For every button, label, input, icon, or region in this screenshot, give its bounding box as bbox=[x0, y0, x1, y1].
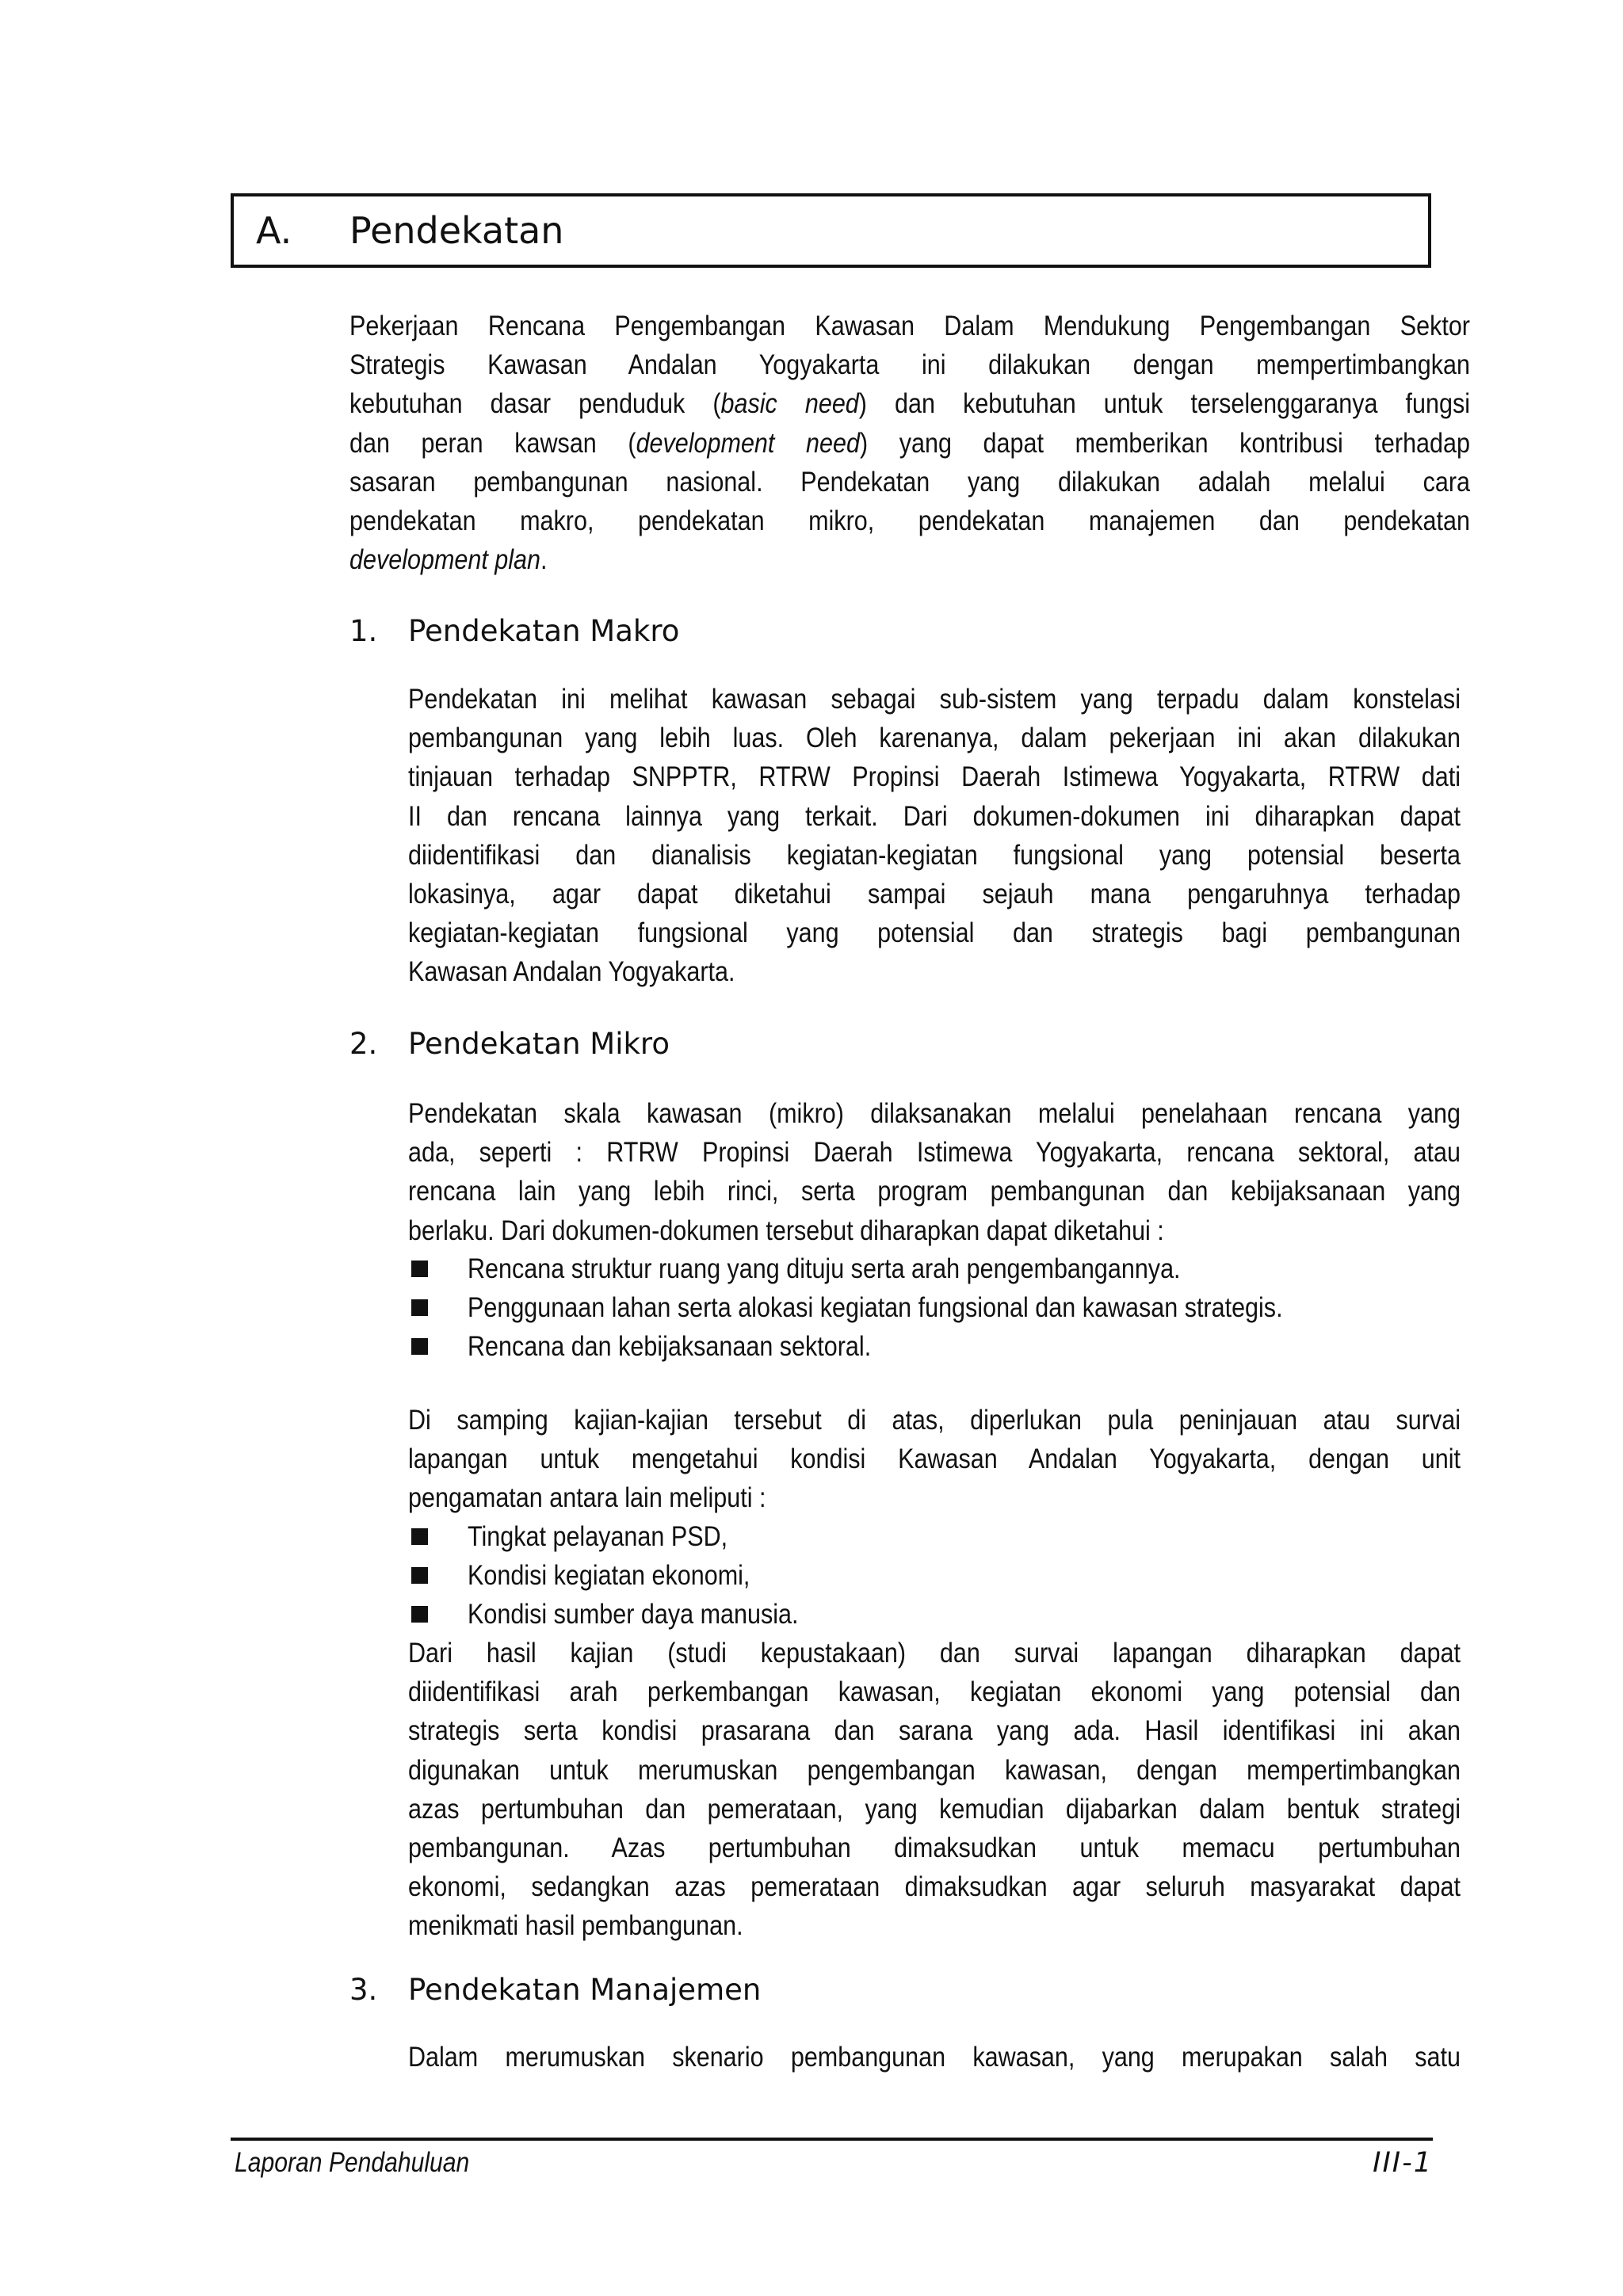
bullet-text: Kondisi kegiatan ekonomi, bbox=[468, 1559, 750, 1592]
text-segment: ) dan kebutuhan untuk terselenggaranya fungsi bbox=[858, 387, 1471, 420]
footer-rule bbox=[231, 2138, 1433, 2141]
text-segment: dan peran kawsan ( bbox=[349, 426, 636, 459]
mikro-bullet-list bbox=[408, 1249, 1438, 1367]
paragraph-line: strategis serta kondisi prasarana dan sarana yang ada. Hasil identifikasi ini akan bbox=[408, 1714, 1461, 1747]
paragraph-line bbox=[349, 540, 1470, 579]
bullet-text: Tingkat pelayanan PSD, bbox=[468, 1520, 728, 1552]
survai-paragraph bbox=[408, 1401, 1461, 1518]
subheading-title: Pendekatan Makro bbox=[408, 614, 680, 648]
text-segment: ) yang dapat memberikan kontribusi terhadap bbox=[859, 426, 1470, 459]
paragraph-line: Pendekatan skala kawasan (mikro) dilaksanakan melalui penelahaan rencana yang bbox=[408, 1097, 1461, 1129]
section-title: Pendekatan bbox=[349, 209, 564, 252]
paragraph-line: II dan rencana lainnya yang terkait. Dari dokumen-dokumen ini diharapkan dapat bbox=[408, 799, 1461, 832]
intro-paragraph bbox=[349, 307, 1470, 579]
paragraph-line: pembangunan. Azas pertumbuhan dimaksudkan untuk memacu pertumbuhan bbox=[408, 1832, 1461, 1864]
bullet-text: Penggunaan lahan serta alokasi kegiatan fungsional dan kawasan strategis. bbox=[468, 1291, 1283, 1324]
paragraph-line: diidentifikasi arah perkembangan kawasan, kegiatan ekonomi yang potensial dan bbox=[408, 1676, 1461, 1708]
bullet-text: Rencana struktur ruang yang dituju serta arah pengembangannya. bbox=[468, 1253, 1181, 1284]
bullet-text: Rencana dan kebijaksanaan sektoral. bbox=[468, 1330, 872, 1363]
bullet-item bbox=[408, 1556, 1438, 1595]
italic-term: basic need bbox=[720, 387, 859, 420]
text-segment: sasaran pembangunan nasional. Pendekatan yang dilakukan adalah melalui cara bbox=[349, 465, 1470, 498]
square-bullet-icon bbox=[411, 1338, 428, 1355]
subheading-number: 2. bbox=[349, 1027, 378, 1061]
paragraph-line: Kawasan Andalan Yogyakarta. bbox=[408, 955, 735, 988]
paragraph-line: Pendekatan ini melihat kawasan sebagai sub-sistem yang terpadu dalam konstelasi bbox=[408, 683, 1461, 715]
section-letter: A. bbox=[256, 209, 292, 252]
paragraph-line: menikmati hasil pembangunan. bbox=[408, 1909, 743, 1942]
bullet-item bbox=[408, 1249, 1438, 1288]
bullet-item bbox=[408, 1517, 1438, 1556]
paragraph-line: azas pertumbuhan dan pemerataan, yang kemudian dijabarkan dalam bentuk strategi bbox=[408, 1792, 1461, 1825]
footer-page-number: III-1 bbox=[1373, 2147, 1433, 2179]
italic-term: development need bbox=[636, 426, 860, 459]
subheading-number: 1. bbox=[349, 614, 378, 648]
square-bullet-icon bbox=[411, 1261, 428, 1277]
paragraph-line: lokasinya, agar dapat diketahui sampai sejauh mana pengaruhnya terhadap bbox=[408, 878, 1461, 910]
square-bullet-icon bbox=[411, 1606, 428, 1623]
text-segment: . bbox=[540, 543, 548, 576]
hasil-paragraph bbox=[408, 1634, 1461, 1946]
section-heading-box bbox=[231, 193, 1431, 268]
subheading-number: 3. bbox=[349, 1973, 378, 2007]
paragraph-line: lapangan untuk mengetahui kondisi Kawasan Andalan Yogyakarta, dengan unit bbox=[408, 1443, 1461, 1475]
makro-paragraph bbox=[408, 680, 1461, 992]
paragraph-line: diidentifikasi dan dianalisis kegiatan-kegiatan fungsional yang potensial beserta bbox=[408, 838, 1461, 871]
paragraph-line: rencana lain yang lebih rinci, serta program pembangunan dan kebijaksanaan yang bbox=[408, 1175, 1461, 1207]
italic-term: development plan bbox=[349, 543, 541, 576]
paragraph-line: tinjauan terhadap SNPPTR, RTRW Propinsi Daerah Istimewa Yogyakarta, RTRW dati bbox=[408, 761, 1461, 793]
mikro-paragraph bbox=[408, 1094, 1461, 1250]
manajemen-paragraph bbox=[408, 2038, 1461, 2077]
paragraph-line: kegiatan-kegiatan fungsional yang potensial dan strategis bagi pembangunan bbox=[408, 917, 1461, 949]
paragraph-line: ada, seperti : RTRW Propinsi Daerah Istimewa Yogyakarta, rencana sektoral, atau bbox=[408, 1136, 1461, 1169]
text-segment: pendekatan makro, pendekatan mikro, pendekatan manajemen dan pendekatan bbox=[349, 505, 1470, 537]
bullet-text: Kondisi sumber daya manusia. bbox=[468, 1598, 799, 1630]
text-segment: kebutuhan dasar penduduk ( bbox=[349, 387, 721, 420]
survai-bullet-list bbox=[408, 1517, 1438, 1634]
footer-report-title: Laporan Pendahuluan bbox=[235, 2147, 470, 2178]
subheading-title: Pendekatan Manajemen bbox=[408, 1973, 762, 2007]
square-bullet-icon bbox=[411, 1567, 428, 1584]
bullet-item bbox=[408, 1595, 1438, 1634]
paragraph-line bbox=[349, 463, 1470, 502]
square-bullet-icon bbox=[411, 1528, 428, 1545]
paragraph-line: berlaku. Dari dokumen-dokumen tersebut diharapkan dapat diketahui : bbox=[408, 1214, 1164, 1246]
paragraph-line: pengamatan antara lain meliputi : bbox=[408, 1482, 766, 1514]
paragraph-line: ekonomi, sedangkan azas pemerataan dimaksudkan agar seluruh masyarakat dapat bbox=[408, 1871, 1461, 1903]
subheading-title: Pendekatan Mikro bbox=[408, 1027, 670, 1061]
paragraph-line bbox=[349, 307, 1470, 345]
text-segment: Strategis Kawasan Andalan Yogyakarta ini dilakukan dengan mempertimbangkan bbox=[349, 349, 1470, 381]
paragraph-line: pembangunan yang lebih luas. Oleh karenanya, dalam pekerjaan ini akan dilakukan bbox=[408, 722, 1461, 754]
text-segment: Pekerjaan Rencana Pengembangan Kawasan Dalam Mendukung Pengembangan Sektor bbox=[349, 310, 1470, 341]
bullet-item bbox=[408, 1288, 1438, 1327]
paragraph-line: Di samping kajian-kajian tersebut di atas, diperlukan pula peninjauan atau survai bbox=[408, 1404, 1461, 1436]
paragraph-line bbox=[349, 502, 1470, 540]
paragraph-line bbox=[349, 424, 1470, 463]
paragraph-line bbox=[349, 345, 1470, 384]
paragraph-line bbox=[349, 384, 1470, 423]
paragraph-line: digunakan untuk merumuskan pengembangan kawasan, dengan mempertimbangkan bbox=[408, 1753, 1461, 1786]
paragraph-line: Dari hasil kajian (studi kepustakaan) dan survai lapangan diharapkan dapat bbox=[408, 1637, 1461, 1669]
square-bullet-icon bbox=[411, 1299, 428, 1316]
bullet-item bbox=[408, 1327, 1438, 1366]
paragraph-line: Dalam merumuskan skenario pembangunan kawasan, yang merupakan salah satu bbox=[408, 2041, 1461, 2073]
